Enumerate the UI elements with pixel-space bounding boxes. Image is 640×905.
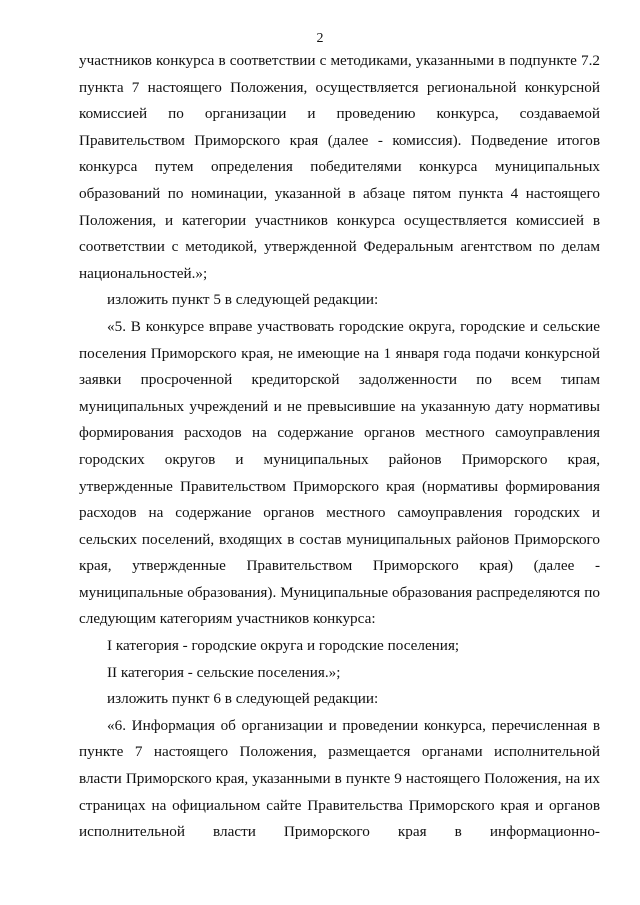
paragraph-category-2: II категория - сельские поселения.»;: [107, 663, 341, 681]
paragraph-point-6-text: «6. Информация об организации и проведении конкурса, перечисленная в пункте 7 настоящего Положения, размещается органами исполнительной власти Приморского края, указанными в пункте 9 настоящего Положения, на их страницах на официальном сайте Правительства Приморского края и органов исполнительной власти Приморского края в информационно-: [79, 716, 600, 841]
paragraph-amend-point-6: изложить пункт 6 в следующей редакции:: [107, 690, 379, 708]
paragraph-amend-point-5: изложить пункт 5 в следующей редакции:: [107, 291, 379, 309]
document-body: [79, 48, 600, 846]
paragraph-continuation: участников конкурса в соответствии с методиками, указанными в подпункте 7.2 пункта 7 настоящего Положения, осуществляется региональной конкурсной комиссией по организации и проведению конкурса, создаваемой Правительством Приморского края (далее - комиссия). Подведение итогов конкурса путем определения победителями конкурса муниципальных образований по номинации, указанной в абзаце пятом пункта 4 настоящего Положения, и категории участников конкурса осуществляется комиссией в соответствии с методикой, утвержденной Федеральным агентством по делам национальностей.»;: [79, 52, 600, 282]
paragraph-point-5-text: «5. В конкурсе вправе участвовать городские округа, городские и сельские поселения Приморского края, не имеющие на 1 января года подачи конкурсной заявки просроченной кредиторской задолженности по всем типам муниципальных учреждений и не превысившие на указанную дату нормативы формирования расходов на содержание органов местного самоуправления городских округов и муниципальных районов Приморского края, утвержденные Правительством Приморского края (нормативы формирования расходов на содержание органов местного самоуправления городских и сельских поселений, входящих в состав муниципальных районов Приморского края, утвержденные Правительством Приморского края) (далее - муниципальные образования). Муниципальные образования распределяются по следующим категориям участников конкурса:: [79, 317, 600, 628]
page-number: 2: [316, 31, 324, 46]
paragraph-category-1: I категория - городские округа и городские поселения;: [107, 637, 460, 655]
